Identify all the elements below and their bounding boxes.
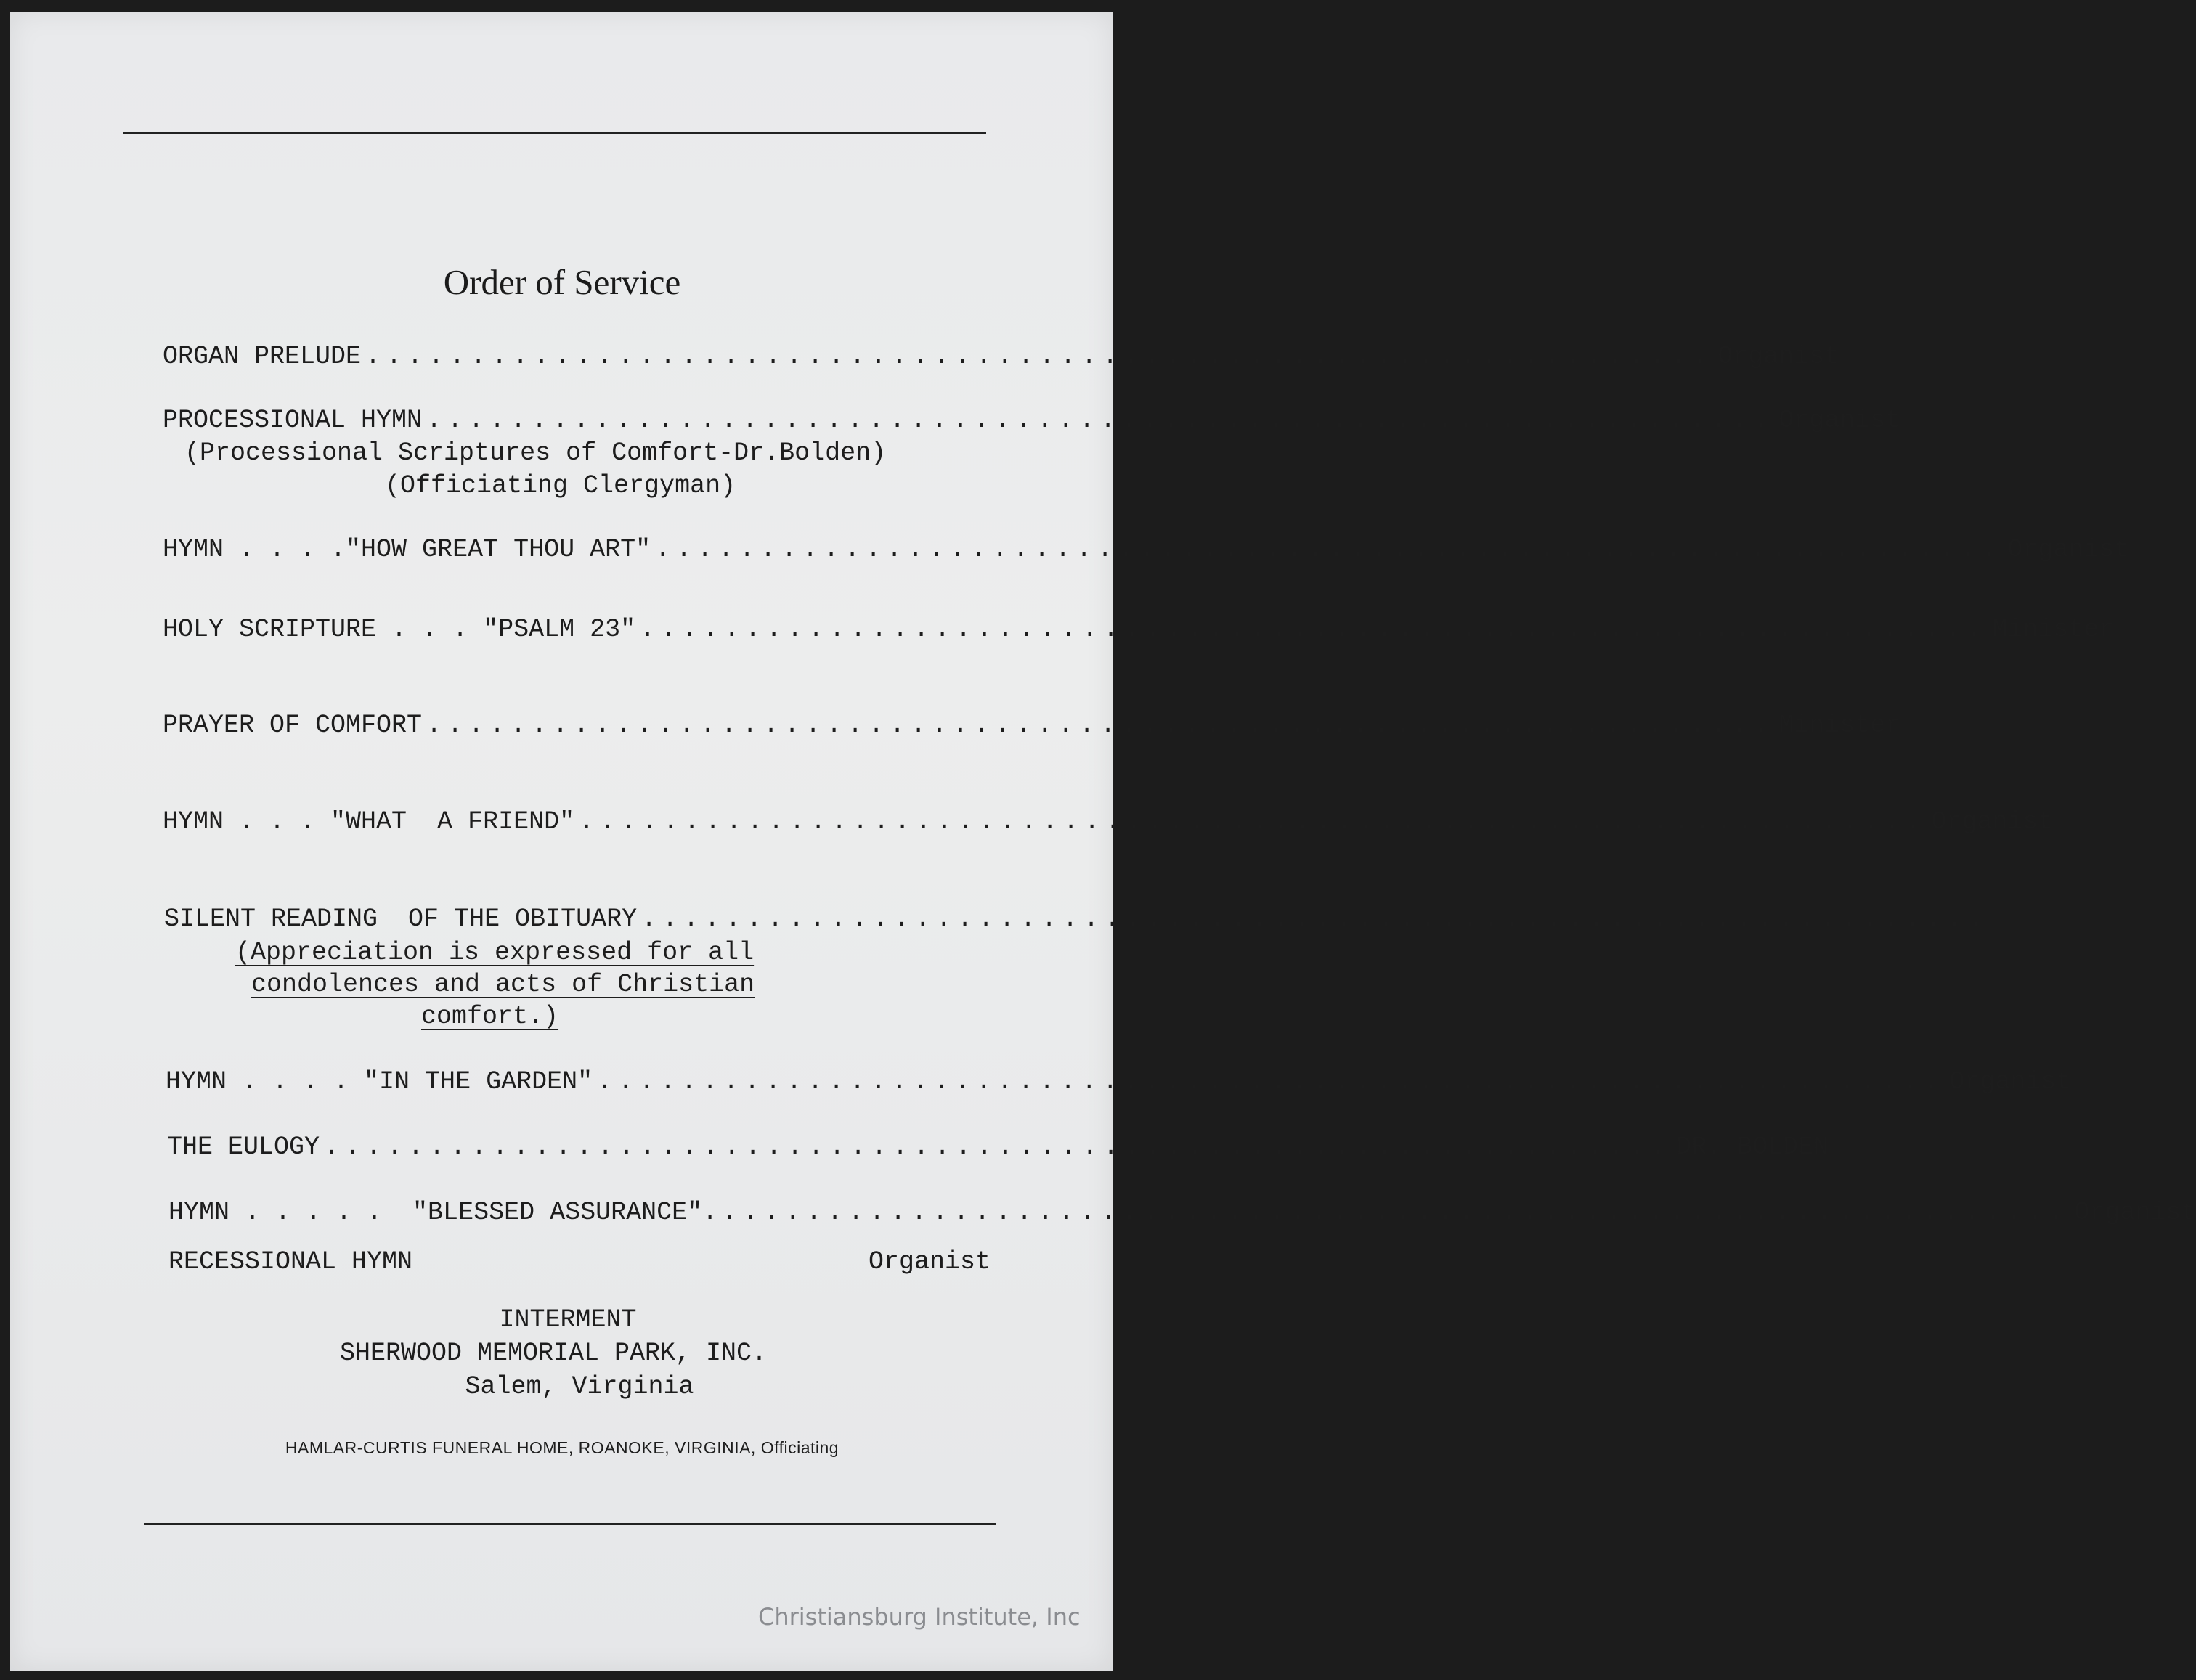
item-role: Organist (868, 1247, 991, 1276)
item-role: DR. BOLDEN (1676, 1133, 1829, 1162)
program-page (10, 12, 2196, 1671)
interment-heading: INTERMENT (499, 1305, 637, 1334)
funeral-home-credit: HAMLAR-CURTIS FUNERAL HOME, ROANOKE, VIRGINIA, Officiating (285, 1438, 839, 1457)
obituary-note: condolences and acts of Christian (251, 970, 755, 999)
item-label: SILENT READING OF THE OBITUARY (164, 905, 638, 934)
item-role: Organist (1717, 342, 1840, 371)
dot-leader: ................................................................ (597, 1067, 1945, 1096)
item-role: Minister (1992, 615, 2115, 644)
processional-note: (Processional Scriptures of Comfort-Dr.Bolden) (184, 439, 887, 468)
item-label: ORGAN PRELUDE (163, 342, 362, 371)
dot-leader: ................................................................ (324, 1133, 1672, 1162)
service-item (167, 1133, 1829, 1162)
interment-place: SHERWOOD MEMORIAL PARK, INC. (339, 1339, 768, 1368)
item-role: Organist (1949, 1067, 2072, 1096)
service-item (163, 807, 2054, 836)
item-role: Organist (1778, 406, 1901, 435)
processional-note: (Officiating Clergyman) (385, 471, 736, 500)
item-label: HYMN . . . "WHAT A FRIEND" (163, 807, 575, 836)
top-divider (123, 132, 986, 134)
dot-leader: ................................................................ (640, 615, 1988, 644)
dot-leader: ................................................................ (365, 342, 1714, 371)
service-item (168, 1198, 2196, 1227)
service-item (166, 1067, 2072, 1096)
service-item (163, 535, 2130, 564)
dot-leader: ................................................................ (426, 406, 1775, 435)
item-role: Organist (2074, 1198, 2196, 1227)
dot-leader: ................................................................ (722, 1198, 2070, 1227)
service-item (163, 711, 1901, 740)
item-label: PROCESSIONAL HYMN (163, 406, 423, 435)
service-item (164, 905, 1990, 934)
item-role: Organist (2007, 535, 2130, 564)
item-label: HOLY SCRIPTURE . . . "PSALM 23" (163, 615, 636, 644)
page-title: Order of Service (443, 262, 681, 302)
item-label: HYMN . . . ."HOW GREAT THOU ART" (163, 535, 651, 564)
dot-leader: ................................................................ (579, 807, 1927, 836)
interment-location: Salem, Virginia (465, 1372, 694, 1401)
item-label: RECESSIONAL HYMN (168, 1247, 413, 1276)
watermark: Christiansburg Institute, Inc (758, 1603, 1081, 1631)
item-label: PRAYER OF COMFORT (163, 711, 423, 740)
item-role: Organist (1931, 807, 2054, 836)
obituary-note: comfort.) (421, 1002, 559, 1031)
service-item (163, 406, 1901, 435)
item-label: HYMN . . . . "IN THE GARDEN" (166, 1067, 593, 1096)
obituary-note: (Appreciation is expressed for all (235, 938, 755, 967)
service-item (163, 615, 2115, 644)
service-item (163, 342, 1840, 371)
item-label: THE EULOGY (167, 1133, 320, 1162)
dot-leader: ................................................................ (655, 535, 2004, 564)
service-item (168, 1249, 991, 1275)
bottom-divider (144, 1523, 996, 1525)
dot-leader: ................................................................ (426, 711, 1775, 740)
item-label: HYMN . . . . . "BLESSED ASSURANCE". (168, 1198, 718, 1227)
dot-leader: ................................................................ (641, 905, 1990, 934)
item-role: Minister (1778, 711, 1901, 740)
